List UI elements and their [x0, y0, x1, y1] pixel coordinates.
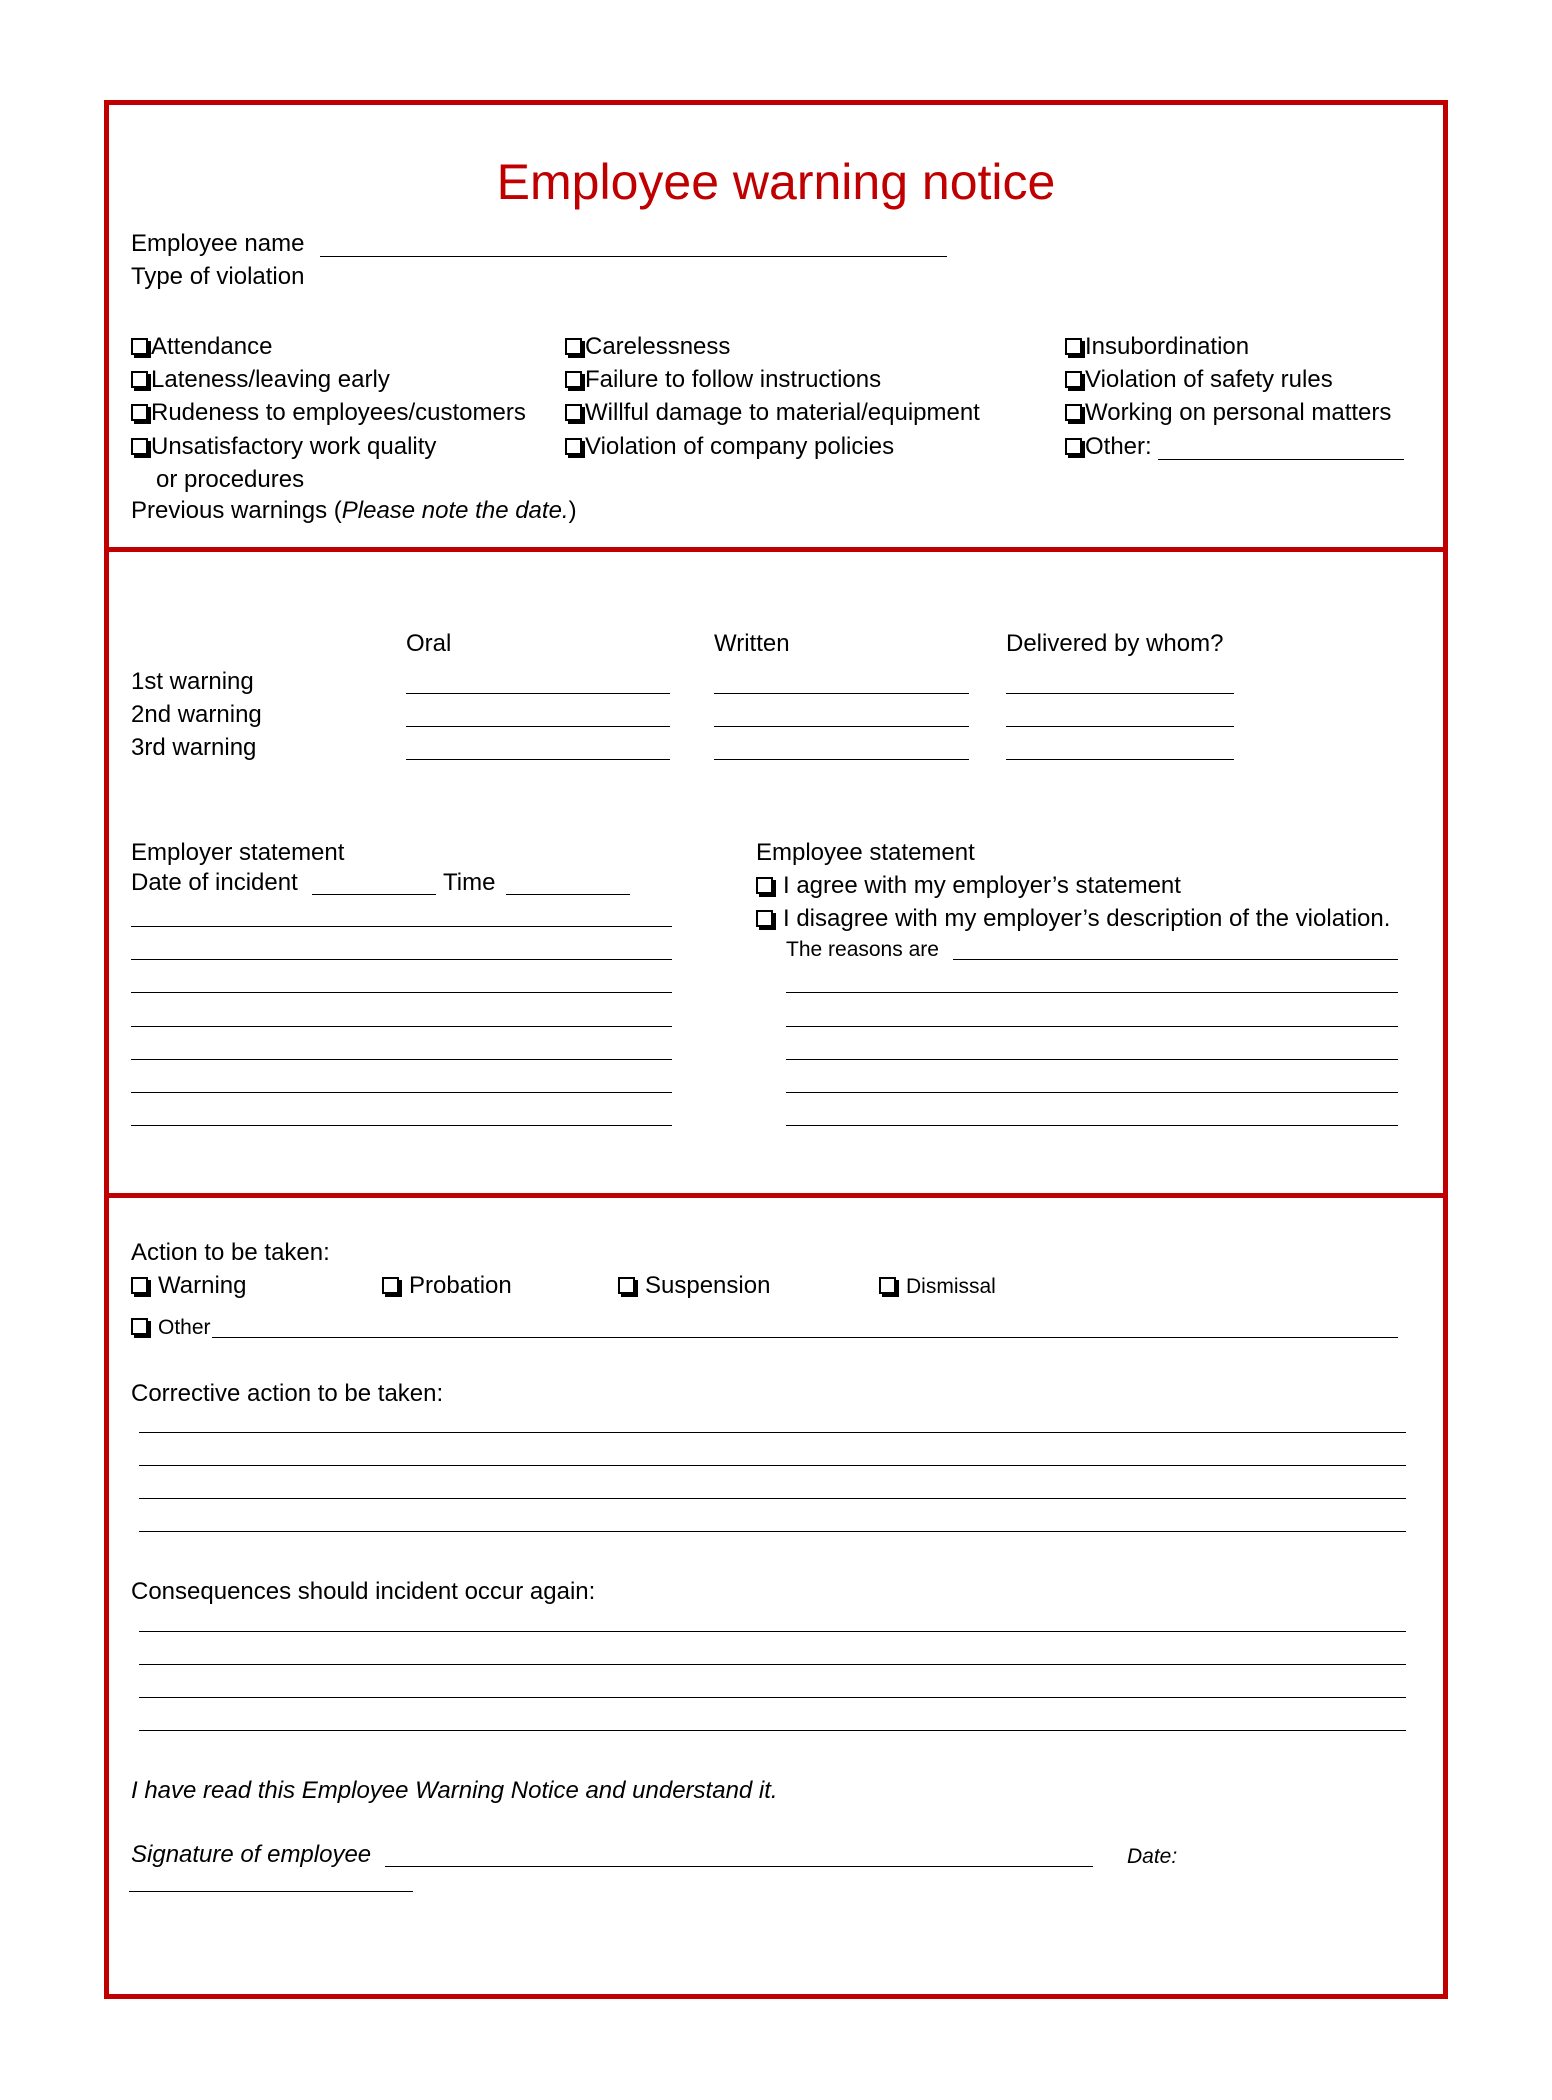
written-field-1[interactable]: [714, 693, 969, 694]
checkbox-icon[interactable]: [618, 1277, 635, 1294]
time-field[interactable]: [506, 894, 630, 895]
checkbox-carelessness[interactable]: Carelessness: [565, 332, 730, 362]
section-divider: [104, 547, 1448, 552]
employee-name-field[interactable]: [320, 256, 947, 257]
date-label: Date:: [1127, 1845, 1178, 1868]
checkbox-probation[interactable]: Probation: [382, 1271, 512, 1301]
corrective-line[interactable]: [139, 1498, 1406, 1499]
checkbox-icon[interactable]: [1065, 371, 1082, 388]
checkbox-icon[interactable]: [756, 877, 773, 894]
delivered-field-2[interactable]: [1006, 726, 1234, 727]
written-field-3[interactable]: [714, 759, 969, 760]
employer-statement-heading: Employer statement: [131, 839, 345, 866]
consequences-line[interactable]: [139, 1631, 1406, 1632]
work-quality-continuation: or procedures: [156, 466, 305, 493]
row-3rd-warning: 3rd warning: [131, 734, 257, 761]
employee-statement-heading: Employee statement: [756, 839, 975, 866]
checkbox-icon[interactable]: [879, 1277, 896, 1294]
checkbox-safety-rules[interactable]: Violation of safety rules: [1065, 365, 1333, 395]
previous-warnings-label: Previous warnings (Please note the date.): [131, 497, 577, 524]
corrective-action-label: Corrective action to be taken:: [131, 1380, 444, 1407]
checkbox-warning[interactable]: Warning: [131, 1271, 246, 1301]
checkbox-work-quality[interactable]: Unsatisfactory work quality: [131, 432, 436, 462]
checkbox-willful-damage[interactable]: Willful damage to material/equipment: [565, 398, 980, 428]
checkbox-icon[interactable]: [1065, 438, 1082, 455]
checkbox-icon[interactable]: [131, 338, 148, 355]
corrective-line[interactable]: [139, 1432, 1406, 1433]
header-delivered-by: Delivered by whom?: [1006, 630, 1224, 657]
employee-name-label: Employee name: [131, 230, 305, 257]
delivered-field-1[interactable]: [1006, 693, 1234, 694]
signature-label: Signature of employee: [131, 1841, 372, 1868]
employer-statement-line[interactable]: [131, 992, 672, 993]
checkbox-failure-instructions[interactable]: Failure to follow instructions: [565, 365, 881, 395]
employer-statement-line[interactable]: [131, 1092, 672, 1093]
checkbox-icon[interactable]: [131, 371, 148, 388]
checkbox-suspension[interactable]: Suspension: [618, 1271, 770, 1301]
consequences-line[interactable]: [139, 1730, 1406, 1731]
acknowledgement-text: I have read this Employee Warning Notice and understand it.: [131, 1777, 778, 1804]
employee-statement-line[interactable]: [786, 1059, 1398, 1060]
corrective-line[interactable]: [139, 1465, 1406, 1466]
checkbox-icon[interactable]: [565, 338, 582, 355]
checkbox-icon[interactable]: [565, 404, 582, 421]
checkbox-icon[interactable]: [131, 438, 148, 455]
date-of-incident-field[interactable]: [312, 894, 436, 895]
checkbox-icon[interactable]: [131, 404, 148, 421]
header-written: Written: [714, 630, 790, 657]
section-divider: [104, 1193, 1448, 1198]
delivered-field-3[interactable]: [1006, 759, 1234, 760]
row-1st-warning: 1st warning: [131, 668, 254, 695]
checkbox-icon[interactable]: [1065, 338, 1082, 355]
oral-field-1[interactable]: [406, 693, 670, 694]
date-field[interactable]: [129, 1891, 413, 1892]
checkbox-other[interactable]: Other:: [1065, 432, 1152, 462]
employee-statement-line[interactable]: [786, 992, 1398, 993]
other-violation-field[interactable]: [1158, 459, 1404, 460]
checkbox-disagree[interactable]: I disagree with my employer’s description of the violation.: [756, 904, 1390, 934]
checkbox-agree[interactable]: I agree with my employer’s statement: [756, 871, 1181, 901]
date-of-incident-label: Date of incident: [131, 869, 298, 896]
checkbox-lateness[interactable]: Lateness/leaving early: [131, 365, 390, 395]
checkbox-icon[interactable]: [131, 1318, 148, 1335]
checkbox-company-policies[interactable]: Violation of company policies: [565, 432, 894, 462]
checkbox-icon[interactable]: [131, 1277, 148, 1294]
row-2nd-warning: 2nd warning: [131, 701, 262, 728]
time-label: Time: [443, 869, 496, 896]
violation-type-label: Type of violation: [131, 263, 305, 290]
employer-statement-line[interactable]: [131, 1026, 672, 1027]
consequences-line[interactable]: [139, 1664, 1406, 1665]
employer-statement-line[interactable]: [131, 959, 672, 960]
employer-statement-line[interactable]: [131, 1059, 672, 1060]
employee-statement-line[interactable]: [786, 1092, 1398, 1093]
employer-statement-line[interactable]: [131, 926, 672, 927]
signature-field[interactable]: [385, 1866, 1093, 1867]
checkbox-dismissal[interactable]: Dismissal: [879, 1272, 996, 1302]
checkbox-icon[interactable]: [382, 1277, 399, 1294]
checkbox-icon[interactable]: [565, 438, 582, 455]
reasons-label: The reasons are: [786, 938, 939, 961]
checkbox-icon[interactable]: [756, 910, 773, 927]
corrective-line[interactable]: [139, 1531, 1406, 1532]
checkbox-icon[interactable]: [565, 371, 582, 388]
employer-statement-line[interactable]: [131, 1125, 672, 1126]
checkbox-icon[interactable]: [1065, 404, 1082, 421]
consequences-line[interactable]: [139, 1697, 1406, 1698]
oral-field-2[interactable]: [406, 726, 670, 727]
page-title: Employee warning notice: [496, 154, 1056, 210]
checkbox-attendance[interactable]: Attendance: [131, 332, 272, 362]
action-label: Action to be taken:: [131, 1239, 330, 1266]
employee-statement-line[interactable]: [786, 1026, 1398, 1027]
checkbox-insubordination[interactable]: Insubordination: [1065, 332, 1249, 362]
checkbox-rudeness[interactable]: Rudeness to employees/customers: [131, 398, 526, 428]
reasons-field[interactable]: [953, 959, 1398, 960]
employee-statement-line[interactable]: [786, 1125, 1398, 1126]
checkbox-personal-matters[interactable]: Working on personal matters: [1065, 398, 1391, 428]
checkbox-action-other[interactable]: Other: [131, 1313, 211, 1343]
written-field-2[interactable]: [714, 726, 969, 727]
header-oral: Oral: [406, 630, 452, 657]
action-other-field[interactable]: [212, 1337, 1398, 1338]
oral-field-3[interactable]: [406, 759, 670, 760]
consequences-label: Consequences should incident occur again:: [131, 1578, 596, 1605]
